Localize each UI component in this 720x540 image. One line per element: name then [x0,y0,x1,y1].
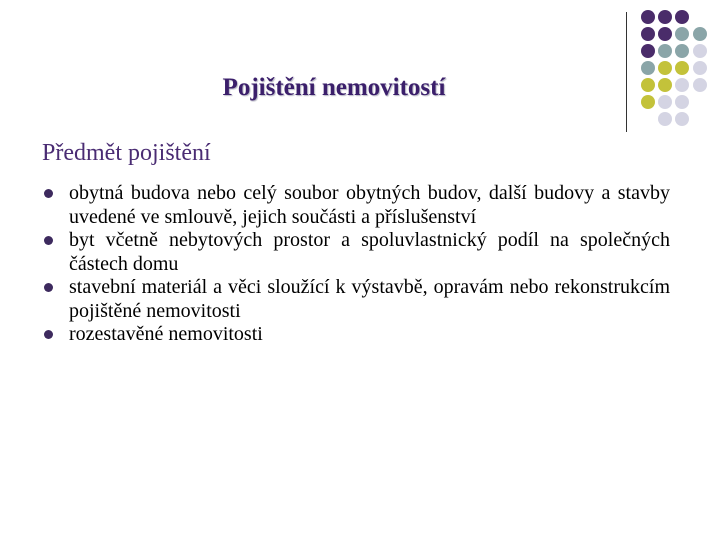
decorative-dot [658,10,672,24]
decorative-dot [693,44,707,58]
bullet-text: byt včetně nebytových prostor a spoluvlastnický podíl na společných částech domu [69,229,670,275]
decorative-dot [675,95,689,109]
decorative-dot [658,61,672,75]
decorative-dot [693,78,707,92]
decorative-dot-grid [0,0,720,140]
bullet-dot-icon [44,189,53,198]
slide-title: Pojištění nemovitostí [222,74,446,101]
bullet-item [44,229,670,276]
decorative-dot [675,10,689,24]
section-heading: Předmět pojištění [42,140,211,166]
decorative-dot [675,61,689,75]
bullet-dot-icon [44,283,53,292]
decorative-dot [658,112,672,126]
decorative-dot [693,27,707,41]
bullet-item [44,182,670,229]
bullet-dot-icon [44,330,53,339]
decorative-dot [693,61,707,75]
decorative-vertical-line [626,12,627,132]
decorative-dot [641,61,655,75]
bullet-item [44,276,670,323]
bullet-item [44,323,670,347]
bullet-text: rozestavěné nemovitosti [69,323,263,345]
decorative-dot [675,78,689,92]
decorative-dot [641,10,655,24]
decorative-dot [675,112,689,126]
decorative-dot [641,44,655,58]
decorative-dot [658,27,672,41]
bullet-list [44,182,670,347]
bullet-text: obytná budova nebo celý soubor obytných budov, další budovy a stavby uvedené ve smlouvě, jejich součásti a příslušenství [69,182,670,228]
decorative-dot [675,44,689,58]
decorative-dot [641,27,655,41]
bullet-text: stavební materiál a věci sloužící k výstavbě, opravám nebo rekonstrukcím pojištěné nemovitosti [69,276,670,322]
decorative-dot [675,27,689,41]
bullet-dot-icon [44,236,53,245]
decorative-dot [658,44,672,58]
